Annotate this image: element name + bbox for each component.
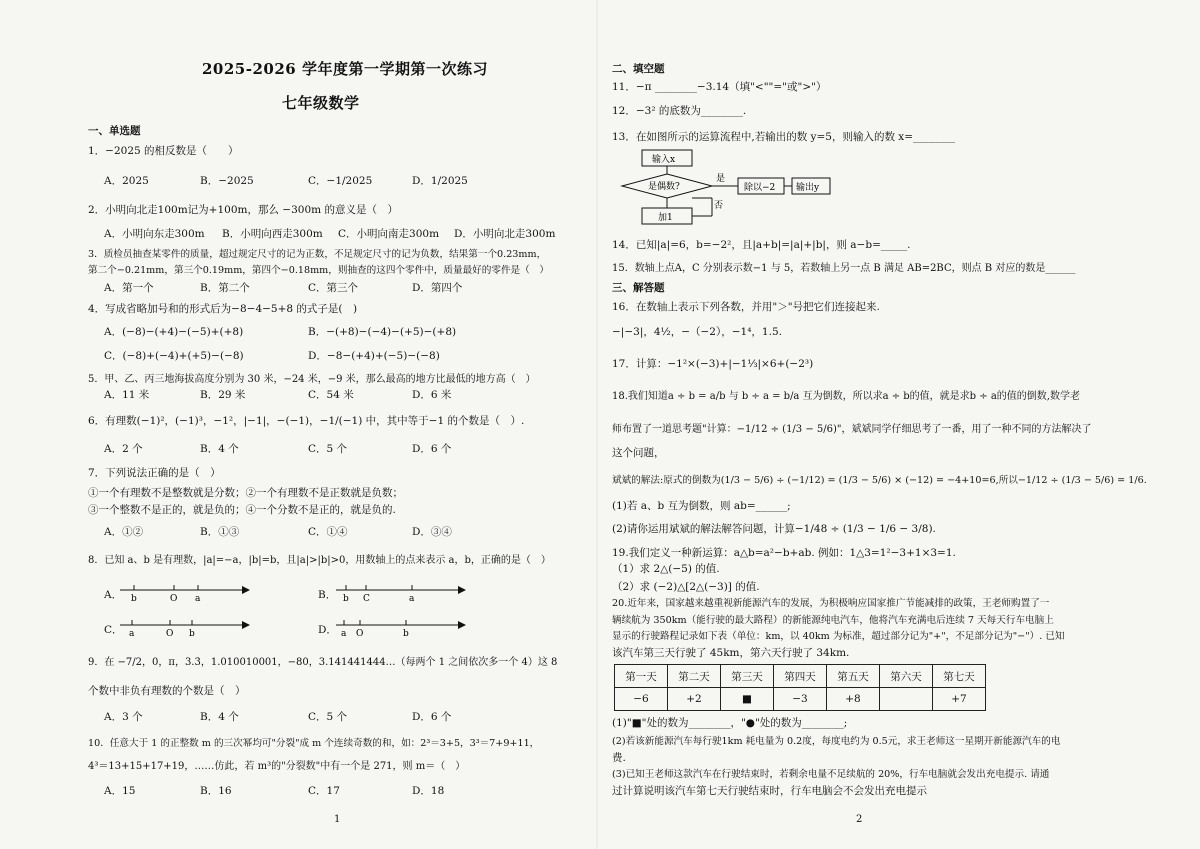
q20-line2: 辆续航为 350km（能行驶的最大路程）的新能源纯电汽车，他将汽车充满电后连续 7 天每天行车电脑上 bbox=[612, 615, 1054, 626]
table-cell: +7 bbox=[933, 688, 986, 711]
q7-option-c: C．①④ bbox=[308, 526, 348, 538]
q8-option-b: B． bbox=[318, 589, 337, 601]
q20-line4: 该汽车第三天行驶了 45km，第六天行驶了 34km. bbox=[612, 647, 850, 659]
table-header-cell: 第四天 bbox=[774, 665, 827, 688]
flow-decision-label: 是偶数? bbox=[648, 182, 680, 192]
q15: 15．数轴上点A，C 分别表示数−1 与 5，若数轴上另一点 B 满足 AB=2BC，则点 B 对应的数是______ bbox=[612, 263, 1076, 274]
flowchart bbox=[620, 148, 830, 230]
q5-stem: 5．甲、乙、丙三地海拔高度分别为 30 米，−24 米，−9 米，那么最高的地方比最低的地方高（ ） bbox=[88, 374, 536, 385]
q3-option-d: D．第四个 bbox=[412, 282, 463, 294]
q5-option-d: D．6 米 bbox=[412, 389, 452, 401]
q2-stem: 2．小明向北走100m记为+100m，那么 −300m 的意义是（ ） bbox=[88, 204, 398, 216]
q9-option-d: D．6 个 bbox=[412, 711, 452, 723]
q18-line1: 18.我们知道a ÷ b = a/b 与 b ÷ a = b/a 互为倒数，所以求a ÷ b的值，就是求b ÷ a的值的倒数,数学老 bbox=[612, 391, 1080, 402]
q5-option-b: B．29 米 bbox=[200, 389, 246, 401]
q1-option-b: B．−2025 bbox=[200, 175, 254, 187]
q16-numbers: −|−3|，4½，−（−2），−1⁴，1.5. bbox=[612, 326, 782, 338]
q10-option-b: B．16 bbox=[200, 785, 232, 797]
left-page bbox=[82, 0, 582, 849]
q6-stem: 6．有理数(−1)²，(−1)³，−1²，|−1|，−(−1)，−1/(−1) 中，其中等于−1 的个数是（ ）. bbox=[88, 415, 525, 427]
numberline-d bbox=[336, 617, 476, 639]
q12: 12．−3² 的底数为________. bbox=[612, 105, 747, 117]
table-cell: +8 bbox=[827, 688, 880, 711]
q9-option-a: A．3 个 bbox=[104, 711, 143, 723]
table-header-cell: 第二天 bbox=[668, 665, 721, 688]
page-fold bbox=[596, 0, 598, 849]
q6-option-a: A．2 个 bbox=[104, 443, 143, 455]
q7-option-a: A．①② bbox=[104, 526, 144, 538]
flow-no-label: 否 bbox=[714, 201, 724, 211]
q7-option-b: B．①③ bbox=[200, 526, 240, 538]
q3-line1: 3．质检员抽查某零件的质量，超过规定尺寸的记为正数，不足规定尺寸的记为负数，结果第一个0.23mm， bbox=[88, 249, 547, 260]
numberline-b-label-2: C bbox=[363, 594, 370, 604]
table-cell: +2 bbox=[668, 688, 721, 711]
numberline-a-label-3: a bbox=[195, 594, 201, 604]
section-heading: 一、单选题 bbox=[88, 125, 141, 137]
table-cell bbox=[880, 688, 933, 711]
flow-add-label: 加1 bbox=[658, 213, 673, 223]
q13: 13．在如图所示的运算流程中,若输出的数 y=5，则输入的数 x=________ bbox=[612, 131, 956, 143]
q20-part1: (1)"■"处的数为________，"●"处的数为________; bbox=[612, 717, 848, 729]
q20-part2-line2: 费. bbox=[612, 752, 626, 764]
q14: 14．已知|a|=6，b=−2²，且|a+b|=|a|+|b|，则 a−b=_____. bbox=[612, 239, 911, 251]
q4-stem: 4．写成省略加号和的形式后为−8−4−5+8 的式子是( ) bbox=[88, 303, 358, 315]
q9-option-b: B．4 个 bbox=[200, 711, 239, 723]
numberline-c bbox=[120, 617, 260, 639]
table-header-cell: 第一天 bbox=[615, 665, 668, 688]
q10-line2: 4³＝13+15+17+19，……仿此，若 m³的"分裂数"中有一个是 271，则 m＝（ ） bbox=[88, 761, 466, 772]
q10-option-c: C．17 bbox=[308, 785, 340, 797]
q3-line2: 第二个−0.21mm，第三个0.19mm，第四个−0.18mm，则抽查的这四个零件中，质量最好的零件是（ ） bbox=[88, 265, 549, 276]
q20-part3-line2: 过计算说明该汽车第七天行驶结束时，行车电脑会不会发出充电提示 bbox=[612, 785, 927, 797]
q18-part1: (1)若 a、b 互为倒数，则 ab=______; bbox=[612, 500, 791, 512]
flow-input-label: 输入x bbox=[652, 155, 676, 165]
right-page bbox=[612, 0, 1147, 849]
q20-part2-line1: (2)若该新能源汽车每行驶1km 耗电量为 0.2度，每度电约为 0.5元，求王老师这一星期开新能源汽车的电 bbox=[612, 736, 1061, 747]
q7-stem: 7．下列说法正确的是（ ） bbox=[88, 467, 221, 479]
q2-option-d: D．小明向北走300m bbox=[454, 228, 556, 240]
q11: 11．−π ________−3.14（填"<""="或">"） bbox=[612, 81, 827, 93]
table-row bbox=[615, 688, 986, 711]
q1-option-c: C．−1/2025 bbox=[308, 175, 373, 187]
table-header-cell: 第三天 bbox=[721, 665, 774, 688]
section-heading-solve: 三、解答题 bbox=[612, 282, 665, 294]
q8-option-d: D． bbox=[318, 624, 337, 636]
q4-option-c: C．(−8)+(−4)+(+5)−(−8) bbox=[104, 350, 244, 362]
exam-title: 2025-2026 学年度第一学期第一次练习 bbox=[202, 60, 488, 78]
q10-option-d: D．18 bbox=[412, 785, 445, 797]
q6-option-c: C．5 个 bbox=[308, 443, 348, 455]
q4-option-a: A．(−8)−(+4)−(−5)+(+8) bbox=[104, 326, 244, 338]
exam-subtitle: 七年级数学 bbox=[282, 94, 360, 112]
q8-stem: 8．已知 a、b 是有理数，|a|=−a，|b|=b，且|a|>|b|>0，用数轴上的点来表示 a，b，正确的是（ ） bbox=[88, 555, 551, 566]
q3-option-b: B．第二个 bbox=[200, 282, 250, 294]
numberline-a-label-1: b bbox=[131, 594, 137, 604]
flow-process-label: 除以−2 bbox=[744, 183, 776, 193]
q18-part2: (2)请你运用斌斌的解法解答问题，计算−1/48 ÷ (1/3 − 1/6 − 3/8). bbox=[612, 523, 936, 535]
table-cell: −3 bbox=[774, 688, 827, 711]
q10-line1: 10．任意大于 1 的正整数 m 的三次幂均可"分裂"成 m 个连续奇数的和，如：2³＝3+5，3³＝7+9+11， bbox=[88, 738, 540, 749]
flow-output-label: 输出y bbox=[796, 183, 820, 193]
numberline-c-label-1: a bbox=[129, 629, 135, 639]
q18-line2: 师布置了一道思考题"计算：−1/12 ÷ (1/3 − 5/6)"，斌斌同学仔细思考了一番，用了一种不同的方法解决了 bbox=[612, 424, 1092, 435]
q7-statement-2: ③一个整数不是正的，就是负的；④一个分数不是正的，就是负的. bbox=[88, 504, 396, 516]
q10-option-a: A．15 bbox=[104, 785, 136, 797]
q7-option-d: D．③④ bbox=[412, 526, 452, 538]
q8-option-c: C． bbox=[104, 624, 123, 636]
table-header-cell: 第六天 bbox=[880, 665, 933, 688]
q6-option-d: D．6 个 bbox=[412, 443, 452, 455]
q5-option-a: A．11 米 bbox=[104, 389, 150, 401]
table-cell: ■ bbox=[721, 688, 774, 711]
q20-part3-line1: (3)已知王老师这款汽车在行驶结束时，若剩余电量不足续航的 20%，行车电脑就会发出充电提示. 请通 bbox=[612, 769, 1050, 780]
q5-option-c: C．54 米 bbox=[308, 389, 354, 401]
q2-option-c: C．小明向南走300m bbox=[338, 228, 440, 240]
q20-line3: 显示的行驶路程记录如下表（单位：km，以 40km 为标准，超过部分记为"+"，不足部分记为"−"）. 已知 bbox=[612, 631, 1065, 642]
table-cell: −6 bbox=[615, 688, 668, 711]
table-header-cell: 第七天 bbox=[933, 665, 986, 688]
flow-yes-label: 是 bbox=[716, 174, 726, 184]
q4-option-b: B．−(+8)−(−4)−(+5)−(+8) bbox=[308, 326, 457, 338]
q4-option-d: D．−8−(+4)+(−5)−(−8) bbox=[308, 350, 440, 362]
q17: 17．计算：−1²×(−3)+|−1⅓|×6+(−2³) bbox=[612, 358, 814, 370]
numberline-c-label-2: O bbox=[166, 629, 174, 639]
q19-line1: 19.我们定义一种新运算：a△b=a²−b+ab. 例如：1△3=1²−3+1×3=1. bbox=[612, 547, 956, 559]
numberline-c-label-3: b bbox=[189, 629, 195, 639]
q1-stem: 1．−2025 的相反数是（ ） bbox=[88, 145, 239, 157]
numberline-d-label-2: O bbox=[356, 629, 364, 639]
numberline-d-label-3: b bbox=[403, 629, 409, 639]
q19-part1: （1）求 2△(−5) 的值. bbox=[612, 563, 720, 575]
numberline-a bbox=[120, 582, 260, 604]
q7-statement-1: ①一个有理数不是整数就是分数；②一个有理数不是正数就是负数； bbox=[88, 487, 403, 499]
q19-part2: （2）求 (−2)△[2△(−3)] 的值. bbox=[612, 581, 760, 593]
q9-line1: 9．在 −7/2，0，π，3.3̇，1.010010001，−80，3.141441444…（每两个 1 之间依次多一个 4）这 8 bbox=[88, 657, 558, 668]
page-number-right: 2 bbox=[856, 814, 863, 825]
q1-option-a: A．2025 bbox=[104, 175, 149, 187]
table-header-row bbox=[615, 665, 986, 688]
q6-option-b: B．4 个 bbox=[200, 443, 239, 455]
q9-option-c: C．5 个 bbox=[308, 711, 348, 723]
q8-option-a: A． bbox=[104, 589, 123, 601]
numberline-d-label-1: a bbox=[341, 629, 347, 639]
section-heading-fill: 二、填空题 bbox=[612, 63, 665, 75]
q9-line2: 个数中非负有理数的个数是（ ） bbox=[88, 685, 246, 697]
q18-line3: 这个问题， bbox=[612, 447, 665, 459]
numberline-b bbox=[336, 582, 476, 604]
q1-option-d: D．1/2025 bbox=[412, 175, 468, 187]
q2-option-a: A．小明向东走300m bbox=[104, 228, 205, 240]
q3-option-c: C．第三个 bbox=[308, 282, 359, 294]
page-number-left: 1 bbox=[334, 814, 341, 825]
q20-line1: 20.近年来，国家越来越重视新能源汽车的发展，为积极响应国家推广节能减排的政策，王老师购置了一 bbox=[612, 598, 1050, 609]
q3-option-a: A．第一个 bbox=[104, 282, 154, 294]
numberline-b-label-3: a bbox=[409, 594, 415, 604]
q2-option-b: B．小明向西走300m bbox=[222, 228, 323, 240]
numberline-a-label-2: O bbox=[170, 594, 178, 604]
q16-stem: 16．在数轴上表示下列各数，并用"＞"号把它们连接起来. bbox=[612, 301, 880, 313]
table-header-cell: 第五天 bbox=[827, 665, 880, 688]
q18-line4: 斌斌的解法:原式的倒数为(1/3 − 5/6) ÷ (−1/12) = (1/3 − 5/6) × (−12) = −4+10=6,所以−1/12 ÷ (1/3 − 5/6) = 1/6. bbox=[612, 475, 1147, 486]
mileage-table bbox=[614, 664, 986, 711]
numberline-b-label-1: b bbox=[343, 594, 349, 604]
